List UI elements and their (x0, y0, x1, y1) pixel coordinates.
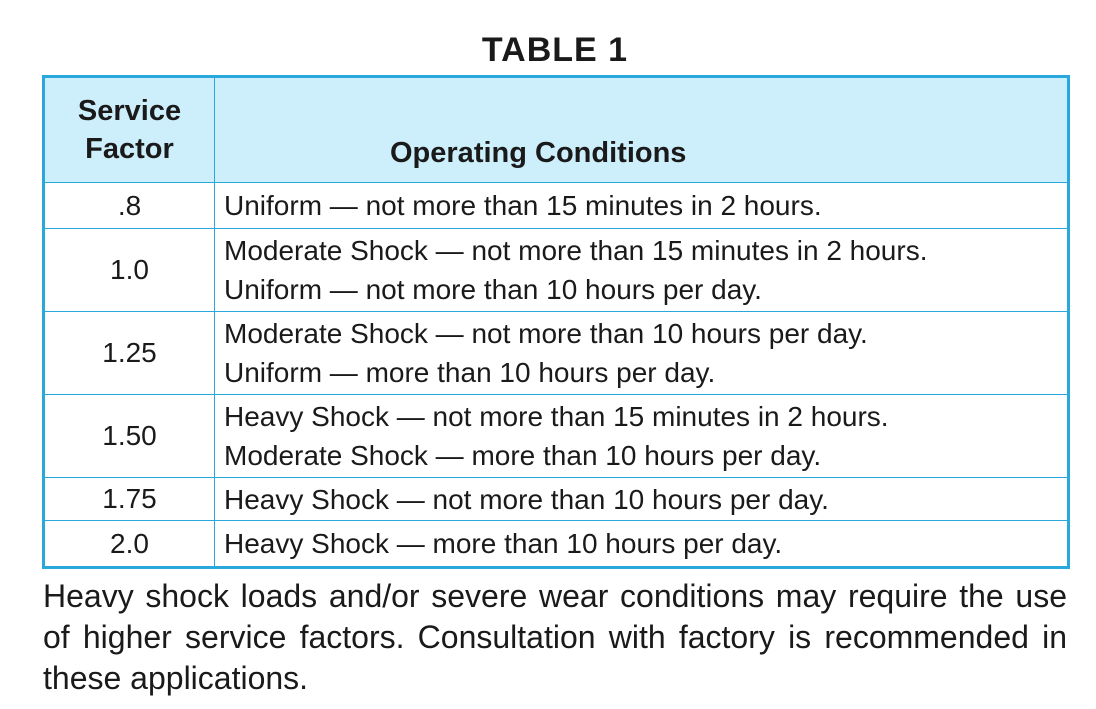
table-row (44, 229, 1069, 312)
condition-line: Moderate Shock — more than 10 hours per day. (224, 440, 822, 471)
table-row (44, 395, 1069, 478)
condition-line: Uniform — not more than 10 hours per day. (224, 274, 762, 305)
operating-conditions-cell (215, 395, 1069, 478)
condition-line: Heavy Shock — more than 10 hours per day. (224, 528, 783, 559)
header-service-factor-line2: Factor (85, 133, 174, 165)
service-factor-cell: .8 (44, 183, 215, 229)
operating-conditions-cell (215, 312, 1069, 395)
header-operating-conditions: Operating Conditions (215, 77, 1069, 183)
header-service-factor-line1: Service (77, 95, 182, 127)
condition-line: Uniform — more than 10 hours per day. (224, 357, 716, 388)
table-row (44, 521, 1069, 568)
header-service-factor (44, 77, 215, 183)
operating-conditions-cell (215, 183, 1069, 229)
table-row (44, 478, 1069, 521)
service-factor-cell: 1.75 (44, 478, 215, 521)
table-row (44, 183, 1069, 229)
operating-conditions-cell (215, 229, 1069, 312)
service-factor-cell: 1.25 (44, 312, 215, 395)
condition-line: Uniform — not more than 15 minutes in 2 hours. (224, 190, 822, 221)
condition-line: Moderate Shock — not more than 10 hours per day. (224, 318, 868, 349)
condition-line: Heavy Shock — not more than 10 hours per day. (224, 483, 829, 515)
service-factor-cell: 1.50 (44, 395, 215, 478)
footnote: Heavy shock loads and/or severe wear conditions may require the use of higher service factors. Consultation with factory is recommended in these applications. (43, 578, 1067, 696)
service-factor-cell: 2.0 (44, 521, 215, 568)
operating-conditions-cell (215, 521, 1069, 568)
table-row (44, 312, 1069, 395)
operating-conditions-cell (215, 478, 1069, 521)
condition-line: Moderate Shock — not more than 15 minutes in 2 hours. (224, 235, 928, 266)
table-header-row (44, 77, 1069, 183)
service-factor-cell: 1.0 (44, 229, 215, 312)
condition-line: Heavy Shock — not more than 15 minutes in 2 hours. (224, 401, 889, 432)
table-title: TABLE 1 (481, 31, 629, 69)
service-factor-table (42, 75, 1070, 569)
